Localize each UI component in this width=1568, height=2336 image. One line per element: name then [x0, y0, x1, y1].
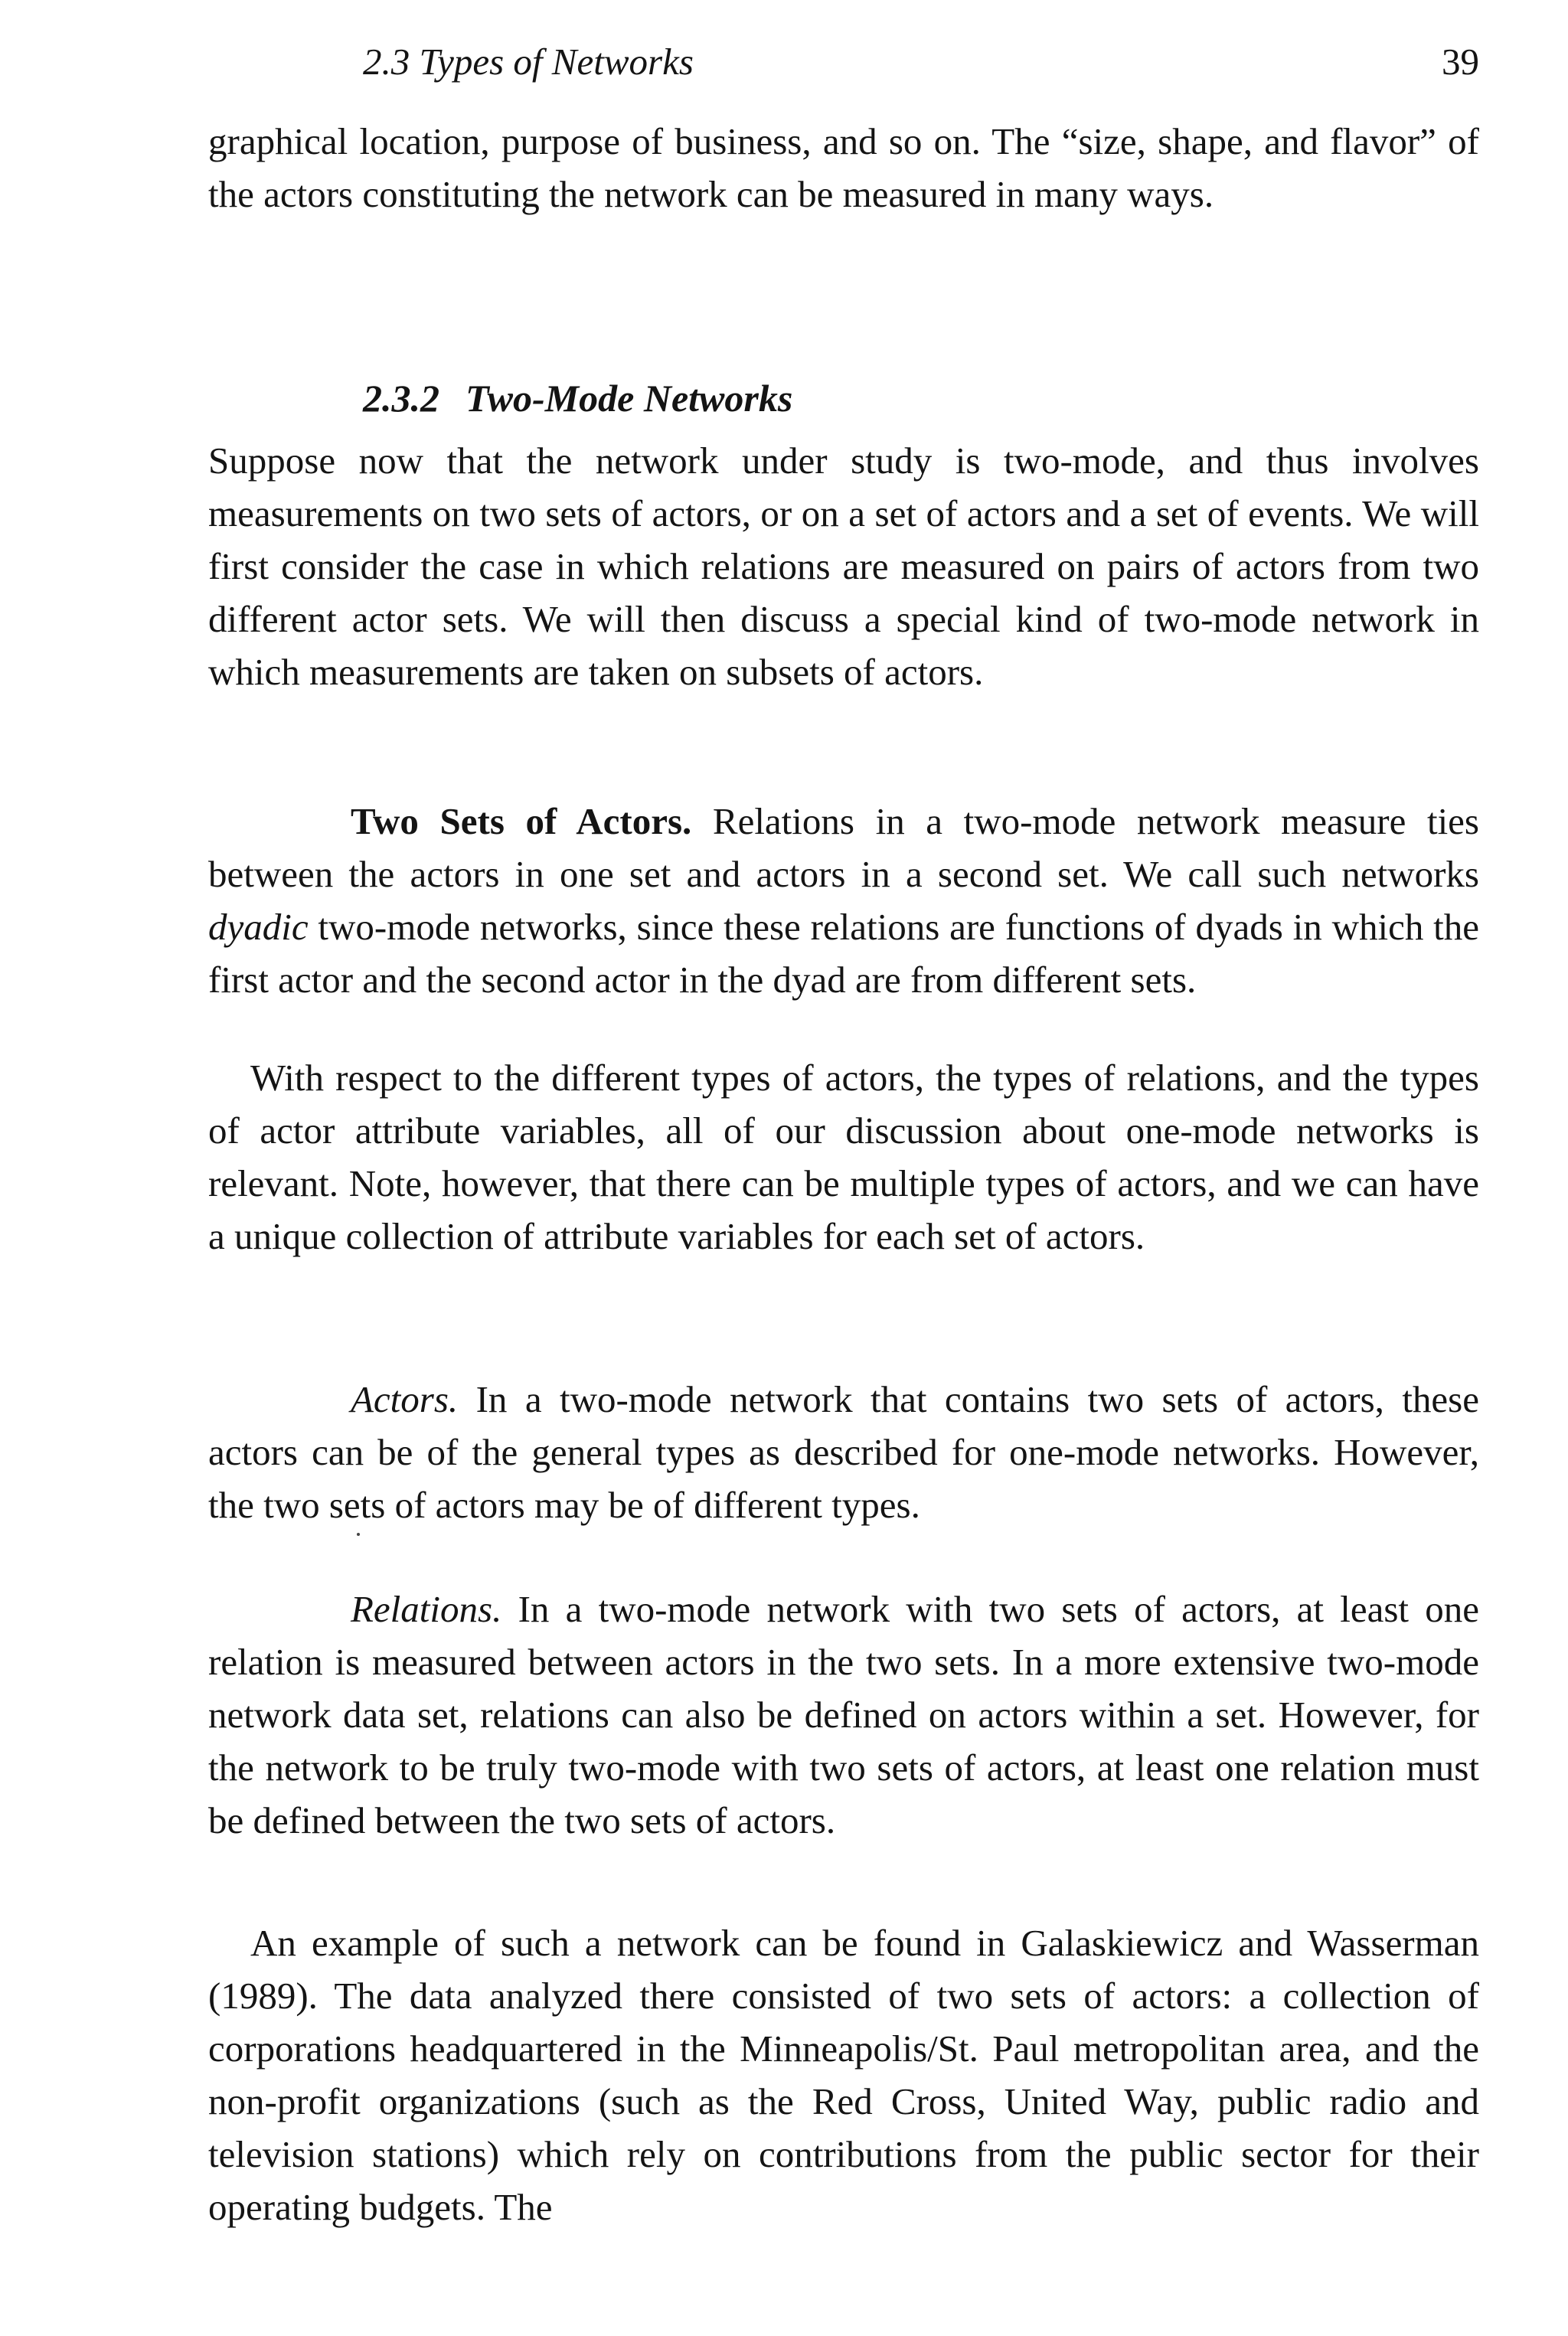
- section-heading: [363, 364, 792, 433]
- paragraph-types-of-actors: With respect to the different types of actors, the types of relations, and the types of actor attribute variables, all of our discussion about one-mode networks is relevant. Note, however, that there can be multiple types of actors, and we can have a unique collection of attribute variables for each set of actors.: [208, 1057, 1479, 1257]
- paragraph-text: In a two-mode network that contains two sets of actors, these actors can be of the general types as described for one-mode networks. However, the two sets of actors may be of different types.: [208, 1378, 1479, 1526]
- paragraph-two-sets-of-actors: [208, 795, 1479, 1006]
- paragraph-example: An example of such a network can be found in Galaskiewicz and Wasserman (1989). The data analyzed there consisted of two sets of actors: a collection of corporations headquartered in the Minneapolis/St. Paul metropolitan area, and the non-profit organizations (such as the Red Cross, United Way, public radio and television stations) which rely on contributions from the public sector for their operating budgets. The: [208, 1922, 1479, 2228]
- paragraph-text: two-mode networks, since these relations are functions of dyads in which the first actor and the second actor in the dyad are from different sets.: [208, 906, 1479, 1001]
- paragraph-two-mode-intro: Suppose now that the network under study is two-mode, and thus involves measurements on two sets of actors, or on a set of actors and a set of events. We will first consider the case in which relations are measured on pairs of actors from two different actor sets. We will then discuss a special kind of two-mode network in which measurements are taken on subsets of actors.: [208, 439, 1479, 693]
- section-title: Two-Mode Networks: [466, 377, 793, 420]
- emphasis-dyadic: dyadic: [208, 906, 309, 948]
- paragraph-relations: [208, 1583, 1479, 1847]
- paragraph-intro-continued: graphical location, purpose of business, and so on. The “size, shape, and flavor” of the actors constituting the network can be measured in many ways.: [208, 120, 1479, 215]
- stray-ink-mark: [357, 1533, 360, 1536]
- page-number: 39: [1442, 41, 1479, 83]
- paragraph-text: In a two-mode network with two sets of actors, at least one relation is measured between actors in the two sets. In a more extensive two-mode network data set, relations can also be defined on actors within a set. However, for the network to be truly two-mode with two sets of actors, at least one relation must be defined between the two sets of actors.: [208, 1588, 1479, 1841]
- paragraph-actors: [208, 1373, 1479, 1531]
- run-in-heading-two-sets: Two Sets of Actors.: [351, 800, 692, 842]
- section-number: 2.3.2: [363, 377, 439, 420]
- page-header: [363, 28, 1479, 96]
- paragraph-text: Relations in a two-mode network measure ties between the actors in one set and actors in a second set. We call such networks: [208, 800, 1480, 895]
- run-in-heading-actors: Actors.: [351, 1378, 459, 1420]
- running-head: 2.3 Types of Networks: [363, 41, 694, 83]
- run-in-heading-relations: Relations.: [351, 1588, 502, 1630]
